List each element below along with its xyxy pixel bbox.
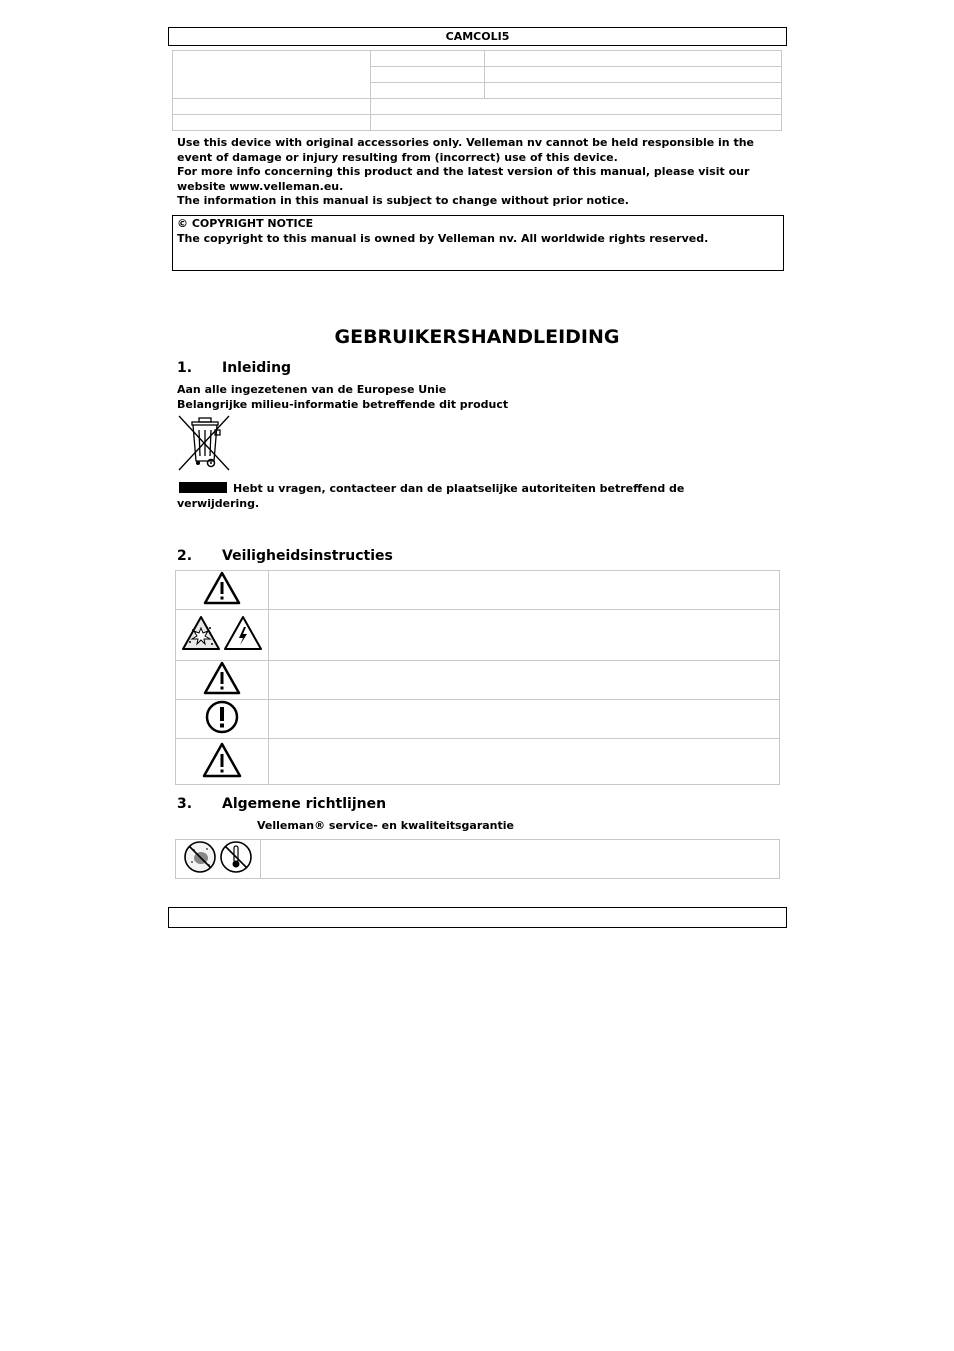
contact-text: Hebt u vragen, contacteer dan de plaatselijke autoriteiten betreffend de verwijdering. (177, 482, 685, 510)
intro-line: Aan alle ingezetenen van de Europese Unie (177, 383, 447, 396)
separator-bar (179, 482, 227, 493)
spec-cell (485, 83, 782, 99)
header-box (168, 27, 787, 46)
disclaimer-line: For more info concerning this product and the latest version of this manual, please visit our website www.velleman.eu. (177, 165, 750, 193)
electric-shock-icon (225, 617, 261, 649)
disclaimer-line: Use this device with original accessories only. Velleman nv cannot be held responsible in the event of damage or injury resulting from (incorrect) use of this device. (177, 136, 754, 164)
no-dust-icon (185, 842, 215, 872)
guideline-text-cell (261, 840, 780, 879)
product-code: CAMCOLI5 (445, 30, 510, 43)
safety-text-cell (269, 700, 780, 739)
section-title: Veiligheidsinstructies (222, 548, 393, 564)
safety-text-cell (269, 610, 780, 661)
section-number: 1. (177, 360, 193, 376)
spec-table (172, 50, 782, 131)
safety-text-cell (269, 571, 780, 610)
footer-box (168, 907, 787, 928)
section-number: 3. (177, 796, 193, 812)
safety-text-cell (269, 661, 780, 700)
warning-triangle-icon (203, 661, 241, 695)
warning-triangle-icon (202, 742, 242, 778)
document-title: GEBRUIKERSHANDLEIDING (334, 326, 620, 348)
spec-cell (371, 67, 485, 83)
section-title: Inleiding (222, 360, 292, 376)
copyright-text: The copyright to this manual is owned by Velleman nv. All worldwide rights reserved. (177, 231, 709, 245)
safety-icon-cell (176, 739, 269, 785)
explosion-hazard-icon (183, 617, 219, 649)
exclamation-circle-icon (205, 700, 239, 734)
spec-cell (371, 51, 485, 67)
spec-cell (173, 99, 371, 115)
guideline-icon-cell (176, 840, 261, 879)
section1-intro (177, 382, 508, 412)
section-number: 2. (177, 548, 193, 564)
disclaimer-line: The information in this manual is subject to change without prior notice. (177, 194, 629, 207)
section-heading-3 (177, 796, 386, 812)
disclaimer (177, 136, 777, 209)
spec-cell (173, 51, 371, 99)
copyright-title: © COPYRIGHT NOTICE (177, 217, 314, 230)
safety-table (175, 570, 780, 785)
copyright-notice (172, 215, 784, 271)
safety-icon-cell (176, 571, 269, 610)
safety-icon-cell (176, 661, 269, 700)
no-extreme-temperature-icon (221, 842, 251, 872)
spec-cell (485, 51, 782, 67)
safety-text-cell (269, 739, 780, 785)
section3-subtitle: Velleman® service- en kwaliteitsgarantie (257, 819, 514, 832)
section-title: Algemene richtlijnen (222, 796, 387, 812)
section1-contact (177, 481, 737, 511)
section-heading-2 (177, 548, 393, 564)
spec-cell (485, 67, 782, 83)
safety-icon-cell (176, 700, 269, 739)
intro-line: Belangrijke milieu-informatie betreffende dit product (177, 398, 509, 411)
spec-cell (371, 83, 485, 99)
warning-triangle-icon (203, 571, 241, 605)
spec-cell (371, 99, 782, 115)
weee-bin-icon (177, 414, 233, 472)
spec-cell (371, 115, 782, 131)
safety-icon-cell (176, 610, 269, 661)
guidelines-table (175, 839, 780, 879)
spec-cell (173, 115, 371, 131)
section-heading-1 (177, 360, 291, 376)
